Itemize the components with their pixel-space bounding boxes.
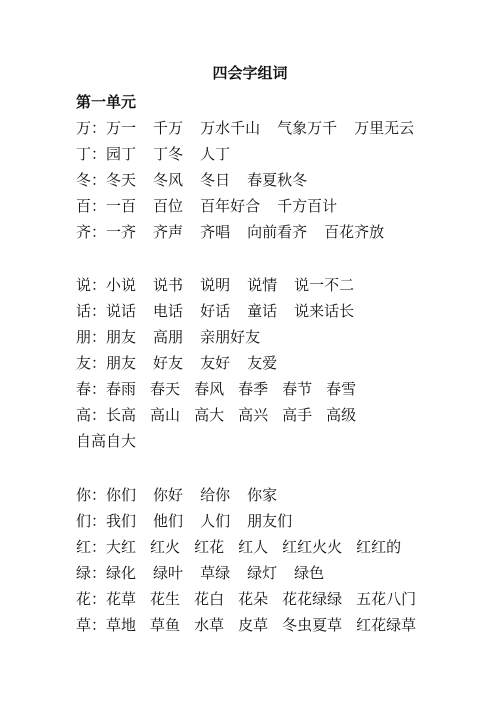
entry-word: 春雪: [326, 380, 357, 398]
entry-character: 丁: [76, 145, 92, 163]
entry-word: 高手: [282, 406, 313, 424]
word-entry: [76, 167, 432, 193]
word-entry: [76, 402, 432, 454]
entry-word: 高山: [150, 406, 181, 424]
entry-word: 草地: [106, 616, 137, 634]
word-entry: [76, 272, 432, 298]
entry-word: 红红的: [356, 538, 402, 556]
entry-word: 人们: [200, 512, 231, 530]
entry-word: 花白: [194, 590, 225, 608]
entry-colon: ：: [91, 145, 107, 163]
word-entry: [76, 376, 432, 402]
entry-word: 春节: [282, 380, 313, 398]
entry-word: 园丁: [106, 145, 137, 163]
entry-word: 好话: [200, 302, 231, 320]
entry-character: 万: [76, 119, 92, 137]
entry-word: 春天: [150, 380, 181, 398]
entry-word: 万水千山: [200, 119, 261, 137]
entry-colon: ：: [91, 354, 107, 372]
entry-word: 朋友们: [247, 512, 293, 530]
entry-character: 你: [76, 486, 92, 504]
word-entry: [76, 586, 432, 612]
entry-word: 绿化: [106, 564, 137, 582]
entry-word: 你好: [153, 486, 184, 504]
entry-character: 百: [76, 197, 92, 215]
entry-colon: ：: [91, 223, 107, 241]
entry-colon: ：: [91, 538, 107, 556]
entry-colon: ：: [91, 512, 107, 530]
entry-character: 朋: [76, 328, 92, 346]
entry-word: 友好: [200, 354, 231, 372]
entry-word: 冬虫夏草: [282, 616, 343, 634]
entry-word: 给你: [200, 486, 231, 504]
entry-word: 小说: [106, 276, 137, 294]
entry-word: 冬风: [153, 171, 184, 189]
entry-word: 气象万千: [277, 119, 338, 137]
entry-character: 春: [76, 380, 92, 398]
entry-word: 春雨: [106, 380, 137, 398]
entry-word: 说明: [200, 276, 231, 294]
entry-word: 朋友: [106, 328, 137, 346]
entry-word: 千方百计: [277, 197, 338, 215]
entry-word: 童话: [247, 302, 278, 320]
entry-word: 红火: [150, 538, 181, 556]
word-entry: [76, 115, 432, 141]
entry-word: 春夏秋冬: [247, 171, 308, 189]
entry-word: 冬日: [200, 171, 231, 189]
entry-character: 草: [76, 616, 92, 634]
entry-word: 五花八门: [356, 590, 417, 608]
entry-word: 千万: [153, 119, 184, 137]
entry-word: 他们: [153, 512, 184, 530]
word-entry: [76, 298, 432, 324]
entry-colon: ：: [91, 171, 107, 189]
entry-word: 花花绿绿: [282, 590, 343, 608]
word-entry: [76, 141, 432, 167]
entry-word: 绿灯: [247, 564, 278, 582]
entry-word: 百位: [153, 197, 184, 215]
word-entry: [76, 508, 432, 534]
word-entry: [76, 560, 432, 586]
entry-word: 你们: [106, 486, 137, 504]
entry-colon: ：: [91, 486, 107, 504]
entry-colon: ：: [91, 328, 107, 346]
entry-word: 红红火火: [282, 538, 343, 556]
entry-word: 友爱: [247, 354, 278, 372]
word-entry: [76, 350, 432, 376]
entry-word: 万里无云: [354, 119, 415, 137]
entry-colon: ：: [91, 564, 107, 582]
word-entry: [76, 193, 432, 219]
entry-word: 说话: [106, 302, 137, 320]
entry-colon: ：: [91, 197, 107, 215]
entry-word: 皮草: [238, 616, 269, 634]
entry-word: 百年好合: [200, 197, 261, 215]
entry-word: 水草: [194, 616, 225, 634]
entry-word: 绿色: [294, 564, 325, 582]
entry-colon: ：: [91, 302, 107, 320]
entry-word: 齐唱: [200, 223, 231, 241]
entry-word: 人丁: [200, 145, 231, 163]
entry-word: 一齐: [106, 223, 137, 241]
entry-word: 高大: [194, 406, 225, 424]
entry-word: 长高: [106, 406, 137, 424]
entry-word: 红人: [238, 538, 269, 556]
entry-colon: ：: [91, 119, 107, 137]
word-entry: [76, 534, 432, 560]
entry-colon: ：: [91, 380, 107, 398]
word-entry: [76, 612, 432, 638]
page-title: 四会字组词: [212, 64, 288, 82]
entry-colon: ：: [91, 616, 107, 634]
entry-word: 大红: [106, 538, 137, 556]
entry-character: 红: [76, 538, 92, 556]
entry-word: 草鱼: [150, 616, 181, 634]
unit-heading: 第一单元: [76, 93, 137, 111]
entry-word: 百花齐放: [324, 223, 385, 241]
entry-word: 朋友: [106, 354, 137, 372]
entry-word: 花朵: [238, 590, 269, 608]
entry-character: 花: [76, 590, 92, 608]
entry-word: 春季: [238, 380, 269, 398]
entry-character: 齐: [76, 223, 92, 241]
entry-word: 丁冬: [153, 145, 184, 163]
entry-word: 你家: [247, 486, 278, 504]
entry-character: 冬: [76, 171, 92, 189]
entry-word: 高级: [326, 406, 357, 424]
entry-word: 花生: [150, 590, 181, 608]
entry-word: 自高自大: [76, 432, 137, 450]
entry-character: 话: [76, 302, 92, 320]
entry-character: 高: [76, 406, 92, 424]
entry-character: 友: [76, 354, 92, 372]
entry-colon: ：: [91, 406, 107, 424]
entry-colon: ：: [91, 276, 107, 294]
entry-word: 说书: [153, 276, 184, 294]
entry-colon: ：: [91, 590, 107, 608]
entry-word: 花草: [106, 590, 137, 608]
entry-word: 草绿: [200, 564, 231, 582]
entry-word: 一百: [106, 197, 137, 215]
entry-word: 我们: [106, 512, 137, 530]
entry-character: 们: [76, 512, 92, 530]
entry-word: 高兴: [238, 406, 269, 424]
entry-word: 说来话长: [294, 302, 355, 320]
entry-word: 说一不二: [294, 276, 355, 294]
entry-word: 电话: [153, 302, 184, 320]
entry-word: 高朋: [153, 328, 184, 346]
entry-word: 向前看齐: [247, 223, 308, 241]
word-entry: [76, 219, 432, 245]
entry-word: 冬天: [106, 171, 137, 189]
entry-word: 红花: [194, 538, 225, 556]
entry-word: 绿叶: [153, 564, 184, 582]
entry-word: 红花绿草: [356, 616, 417, 634]
entry-word: 万一: [106, 119, 137, 137]
entry-word: 齐声: [153, 223, 184, 241]
entry-word: 说情: [247, 276, 278, 294]
entry-word: 好友: [153, 354, 184, 372]
entry-character: 说: [76, 276, 92, 294]
entry-word: 春风: [194, 380, 225, 398]
entry-character: 绿: [76, 564, 92, 582]
word-entry: [76, 482, 432, 508]
word-entry: [76, 324, 432, 350]
entry-word: 亲朋好友: [200, 328, 261, 346]
